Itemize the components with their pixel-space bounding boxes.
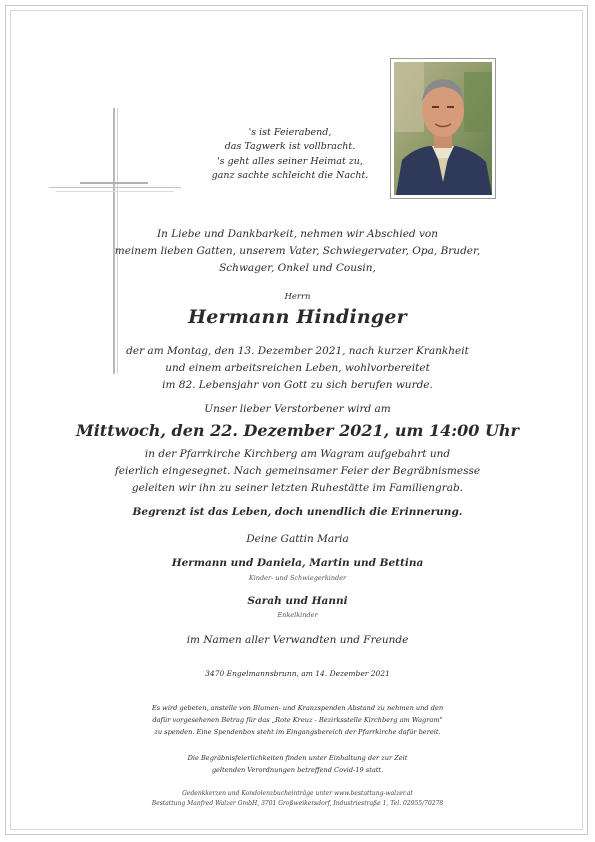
death-notice-line: und einem arbeitsreichen Leben, wohlvorbereitet [165, 362, 430, 374]
death-notice-line: der am Montag, den 13. Dezember 2021, nach kurzer Krankheit [126, 345, 469, 357]
funeral-details-line: feierlich eingesegnet. Nach gemeinsamer Feier der Begräbnismesse [114, 465, 481, 477]
poem-line: ganz sachte schleicht die Nacht. [211, 169, 369, 181]
poem [190, 126, 390, 183]
funeral-date: Mittwoch, den 22. Dezember 2021, um 14:00 Uhr [76, 421, 519, 440]
donation-note-line: dafür vorgesehenen Betrag für das „Rote Kreuz - Bezirksstelle Kirchberg am Wagram" [152, 716, 443, 724]
mourner-children-label: Kinder- und Schwiegerkinder [248, 574, 347, 582]
donation-note-line: Es wird gebeten, anstelle von Blumen- und Kranzspenden Abstand zu nehmen und den [151, 704, 444, 712]
donation-note-line: zu spenden. Eine Spendenbox steht im Eingangsbereich der Pfarrkirche dafür bereit. [154, 728, 441, 736]
salutation: Herrn [284, 292, 311, 302]
death-notice-line: im 82. Lebensjahr von Gott zu sich berufen wurde. [162, 379, 433, 391]
place-date: 3470 Engelmannsbrunn, am 14. Dezember 2021 [205, 669, 390, 678]
covid-note-line: Die Begräbnisfeierlichkeiten finden unter Einhaltung der zur Zeit [187, 754, 408, 762]
intro-line: Schwager, Onkel und Cousin, [219, 262, 376, 274]
deceased-name: Hermann Hindinger [188, 306, 407, 328]
funeral-details-line: in der Pfarrkirche Kirchberg am Wagram aufgebahrt und [144, 448, 451, 460]
funeral-home-line: Bestattung Manfred Walzer GmbH, 3701 Großweikersdorf, Industriestraße 1, Tel. 02955/70278 [151, 800, 444, 807]
portrait-photo [390, 58, 496, 199]
mourner-grandchildren-label: Enkelkinder [277, 611, 318, 619]
mourner-grandchildren: Sarah und Hanni [247, 595, 348, 607]
funeral-intro: Unser lieber Verstorbener wird am [204, 403, 391, 415]
intro-line: In Liebe und Dankbarkeit, nehmen wir Abschied von [157, 228, 438, 240]
poem-line: 's geht alles seiner Heimat zu, [217, 155, 363, 167]
funeral-home-line: Gedenkkerzen und Kondolenzbucheinträge unter www.bestattung-walzer.at [182, 790, 413, 797]
memorial-quote: Begrenzt ist das Leben, doch unendlich die Erinnerung. [132, 506, 463, 518]
intro-line: meinem lieben Gatten, unserem Vater, Schwiegervater, Opa, Bruder, [114, 245, 481, 257]
mourner-others: im Namen aller Verwandten und Freunde [186, 634, 409, 646]
funeral-details-line: geleiten wir ihn zu seiner letzten Ruhestätte im Familiengrab. [131, 482, 464, 494]
covid-note-line: geltenden Verordnungen betreffend Covid-19 statt. [211, 766, 384, 774]
poem-line: 's ist Feierabend, [248, 127, 332, 138]
poem-line: das Tagwerk ist vollbracht. [224, 141, 356, 153]
mourner-wife: Deine Gattin Maria [246, 533, 349, 545]
mourner-children: Hermann und Daniela, Martin und Bettina [171, 557, 424, 569]
